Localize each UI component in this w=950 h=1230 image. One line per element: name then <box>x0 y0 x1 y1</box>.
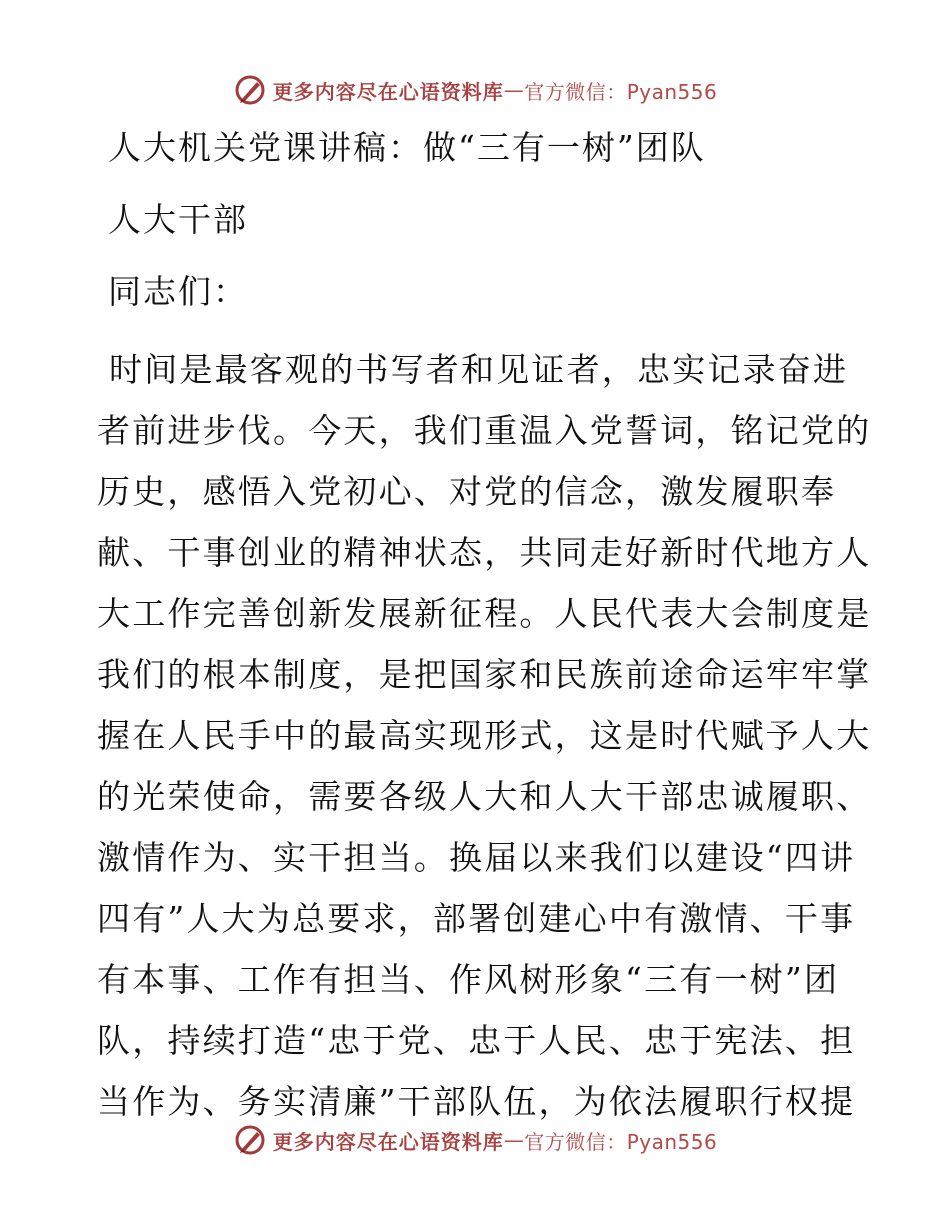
body-line: 我们的根本制度，是把国家和民族前途命运牢牢掌 <box>97 655 872 694</box>
body-line: 激情作为、实干担当。换届以来我们以建设“四讲 <box>97 838 856 877</box>
document-author: 人大干部 <box>108 200 248 239</box>
document-title: 人大机关党课讲稿：做“三有一树”团队 <box>108 128 706 167</box>
body-line: 大工作完善创新发展新征程。人民代表大会制度是 <box>97 594 872 633</box>
body-line: 四有”人大为总要求，部署创建心中有激情、干事 <box>97 899 856 938</box>
footer-watermark <box>0 1120 950 1160</box>
body-line: 献、干事创业的精神状态，共同走好新时代地方人 <box>97 533 872 572</box>
watermark-dash: — <box>503 78 525 102</box>
body-line: 历史，感悟入党初心、对党的信念，激发履职奉 <box>97 472 837 511</box>
pen-logo-icon <box>233 73 267 107</box>
body-line: 有本事、工作有担当、作风树形象“三有一树”团 <box>97 960 840 999</box>
body-line: 者前进步伐。今天，我们重温入党誓词，铭记党的 <box>97 411 872 450</box>
watermark-text: 更多内容尽在心语资料库 <box>272 1129 504 1154</box>
header-watermark <box>0 70 950 110</box>
body-line: 时间是最客观的书写者和见证者，忠实记录奋进 <box>109 350 849 389</box>
body-line: 队，持续打造“忠于党、忠于人民、忠于宪法、担 <box>97 1021 856 1060</box>
pen-logo-icon <box>233 1123 267 1157</box>
document-greeting: 同志们： <box>108 272 248 311</box>
watermark-contact: 官方微信：Pyan556 <box>524 79 718 104</box>
body-paragraph <box>97 344 872 1137</box>
watermark-dash: — <box>503 1128 525 1152</box>
watermark-text: 更多内容尽在心语资料库 <box>272 79 504 104</box>
watermark-contact: 官方微信：Pyan556 <box>524 1129 718 1154</box>
body-line: 握在人民手中的最高实现形式，这是时代赋予人大 <box>97 716 872 755</box>
body-line: 当作为、务实清廉”干部队伍，为依法履职行权提 <box>97 1082 856 1121</box>
body-line: 的光荣使命，需要各级人大和人大干部忠诚履职、 <box>97 777 872 816</box>
